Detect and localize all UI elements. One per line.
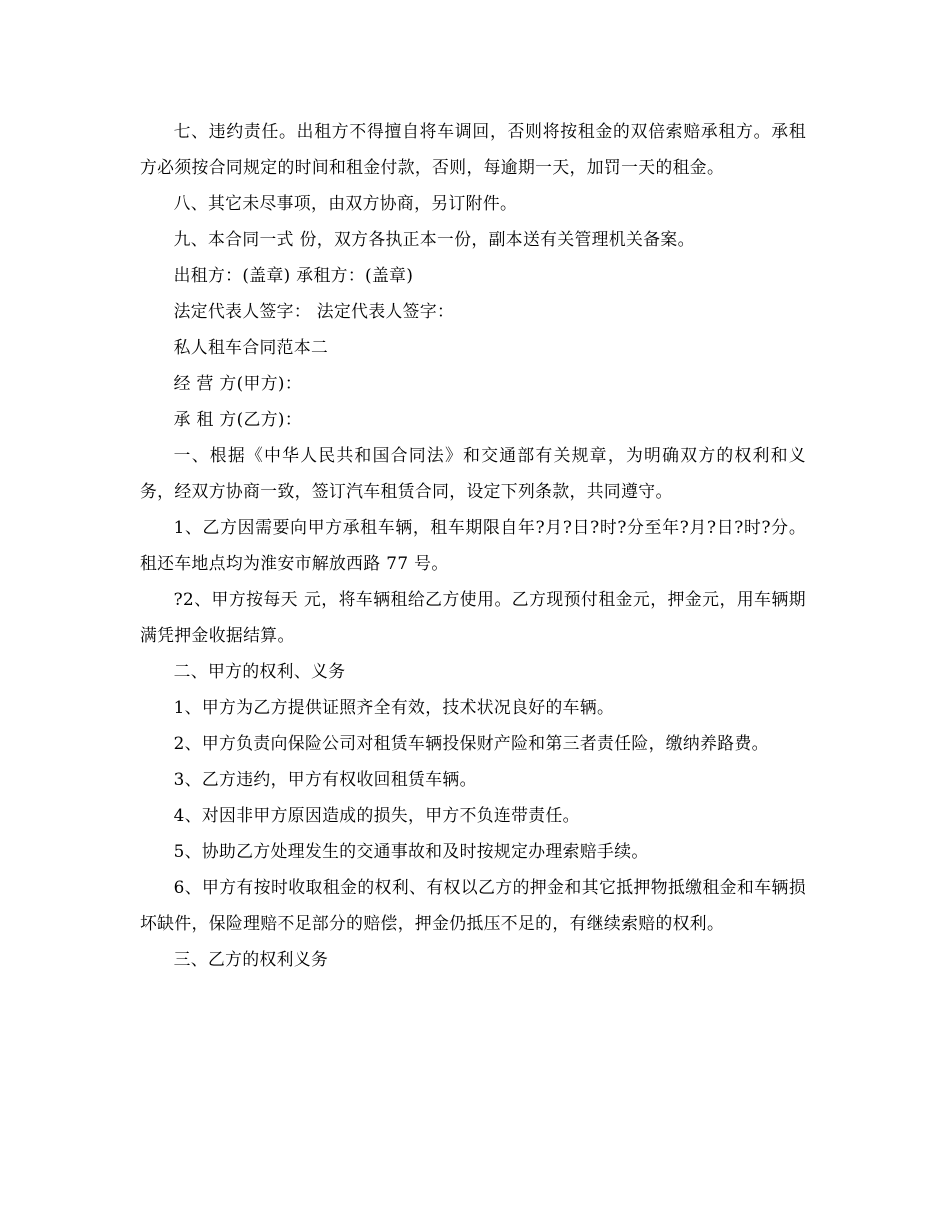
- section-heading-party-a-rights: 二、甲方的权利、义务: [173, 661, 346, 681]
- party-a-item-6: 6、甲方有按时收取租金的权利、有权以乙方的押金和其它抵押物抵缴租金和车辆损坏缺件，保险理赔不足部分的赔偿，押金仍抵压不足的，有继续索赔的权利。: [140, 877, 806, 933]
- party-b-line: 承 租 方(乙方)：: [173, 409, 303, 429]
- paragraph-breach-liability: 七、违约责任。出租方不得擅自将车调回，否则将按租金的双倍索赔承租方。承租方必须按合同规定的时间和租金付款，否则，每逾期一天，加罚一天的租金。: [140, 121, 806, 177]
- section-heading-party-b-rights: 三、乙方的权利义务: [173, 949, 329, 969]
- paragraph-copies: 九、本合同一式 份，双方各执正本一份，副本送有关管理机关备案。: [173, 229, 695, 249]
- party-a-item-2: 2、甲方负责向保险公司对租赁车辆投保财产险和第三者责任险，缴纳养路费。: [173, 733, 769, 753]
- party-a-item-4: 4、对因非甲方原因造成的损失，甲方不负连带责任。: [173, 805, 580, 825]
- paragraph-signature-line: 法定代表人签字： 法定代表人签字：: [173, 301, 455, 321]
- clause-one-intro: 一、根据《中华人民共和国合同法》和交通部有关规章，为明确双方的权利和义务，经双方协商一致，签订汽车租赁合同，设定下列条款，共同遵守。: [140, 445, 806, 501]
- party-a-item-3: 3、乙方违约，甲方有权收回租赁车辆。: [173, 769, 477, 789]
- paragraph-other-matters: 八、其它未尽事项，由双方协商，另订附件。: [173, 193, 518, 213]
- clause-2-rental-fee: ?2、甲方按每天 元，将车辆租给乙方使用。乙方现预付租金元，押金元，用车辆期满凭押金收据结算。: [140, 589, 806, 645]
- party-a-item-1: 1、甲方为乙方提供证照齐全有效，技术状况良好的车辆。: [173, 697, 615, 717]
- section-title-template-two: 私人租车合同范本二: [173, 337, 329, 357]
- clause-1-rental-period: 1、乙方因需要向甲方承租车辆，租车期限自年?月?日?时?分至年?月?日?时?分。租还车地点均为淮安市解放西路 77 号。: [140, 517, 806, 573]
- paragraph-seal-line: 出租方：(盖章) 承租方：(盖章): [173, 265, 414, 285]
- document-body: [140, 113, 806, 977]
- party-a-line: 经 营 方(甲方)：: [173, 373, 303, 393]
- party-a-item-5: 5、协助乙方处理发生的交通事故和及时按规定办理索赔手续。: [173, 841, 649, 861]
